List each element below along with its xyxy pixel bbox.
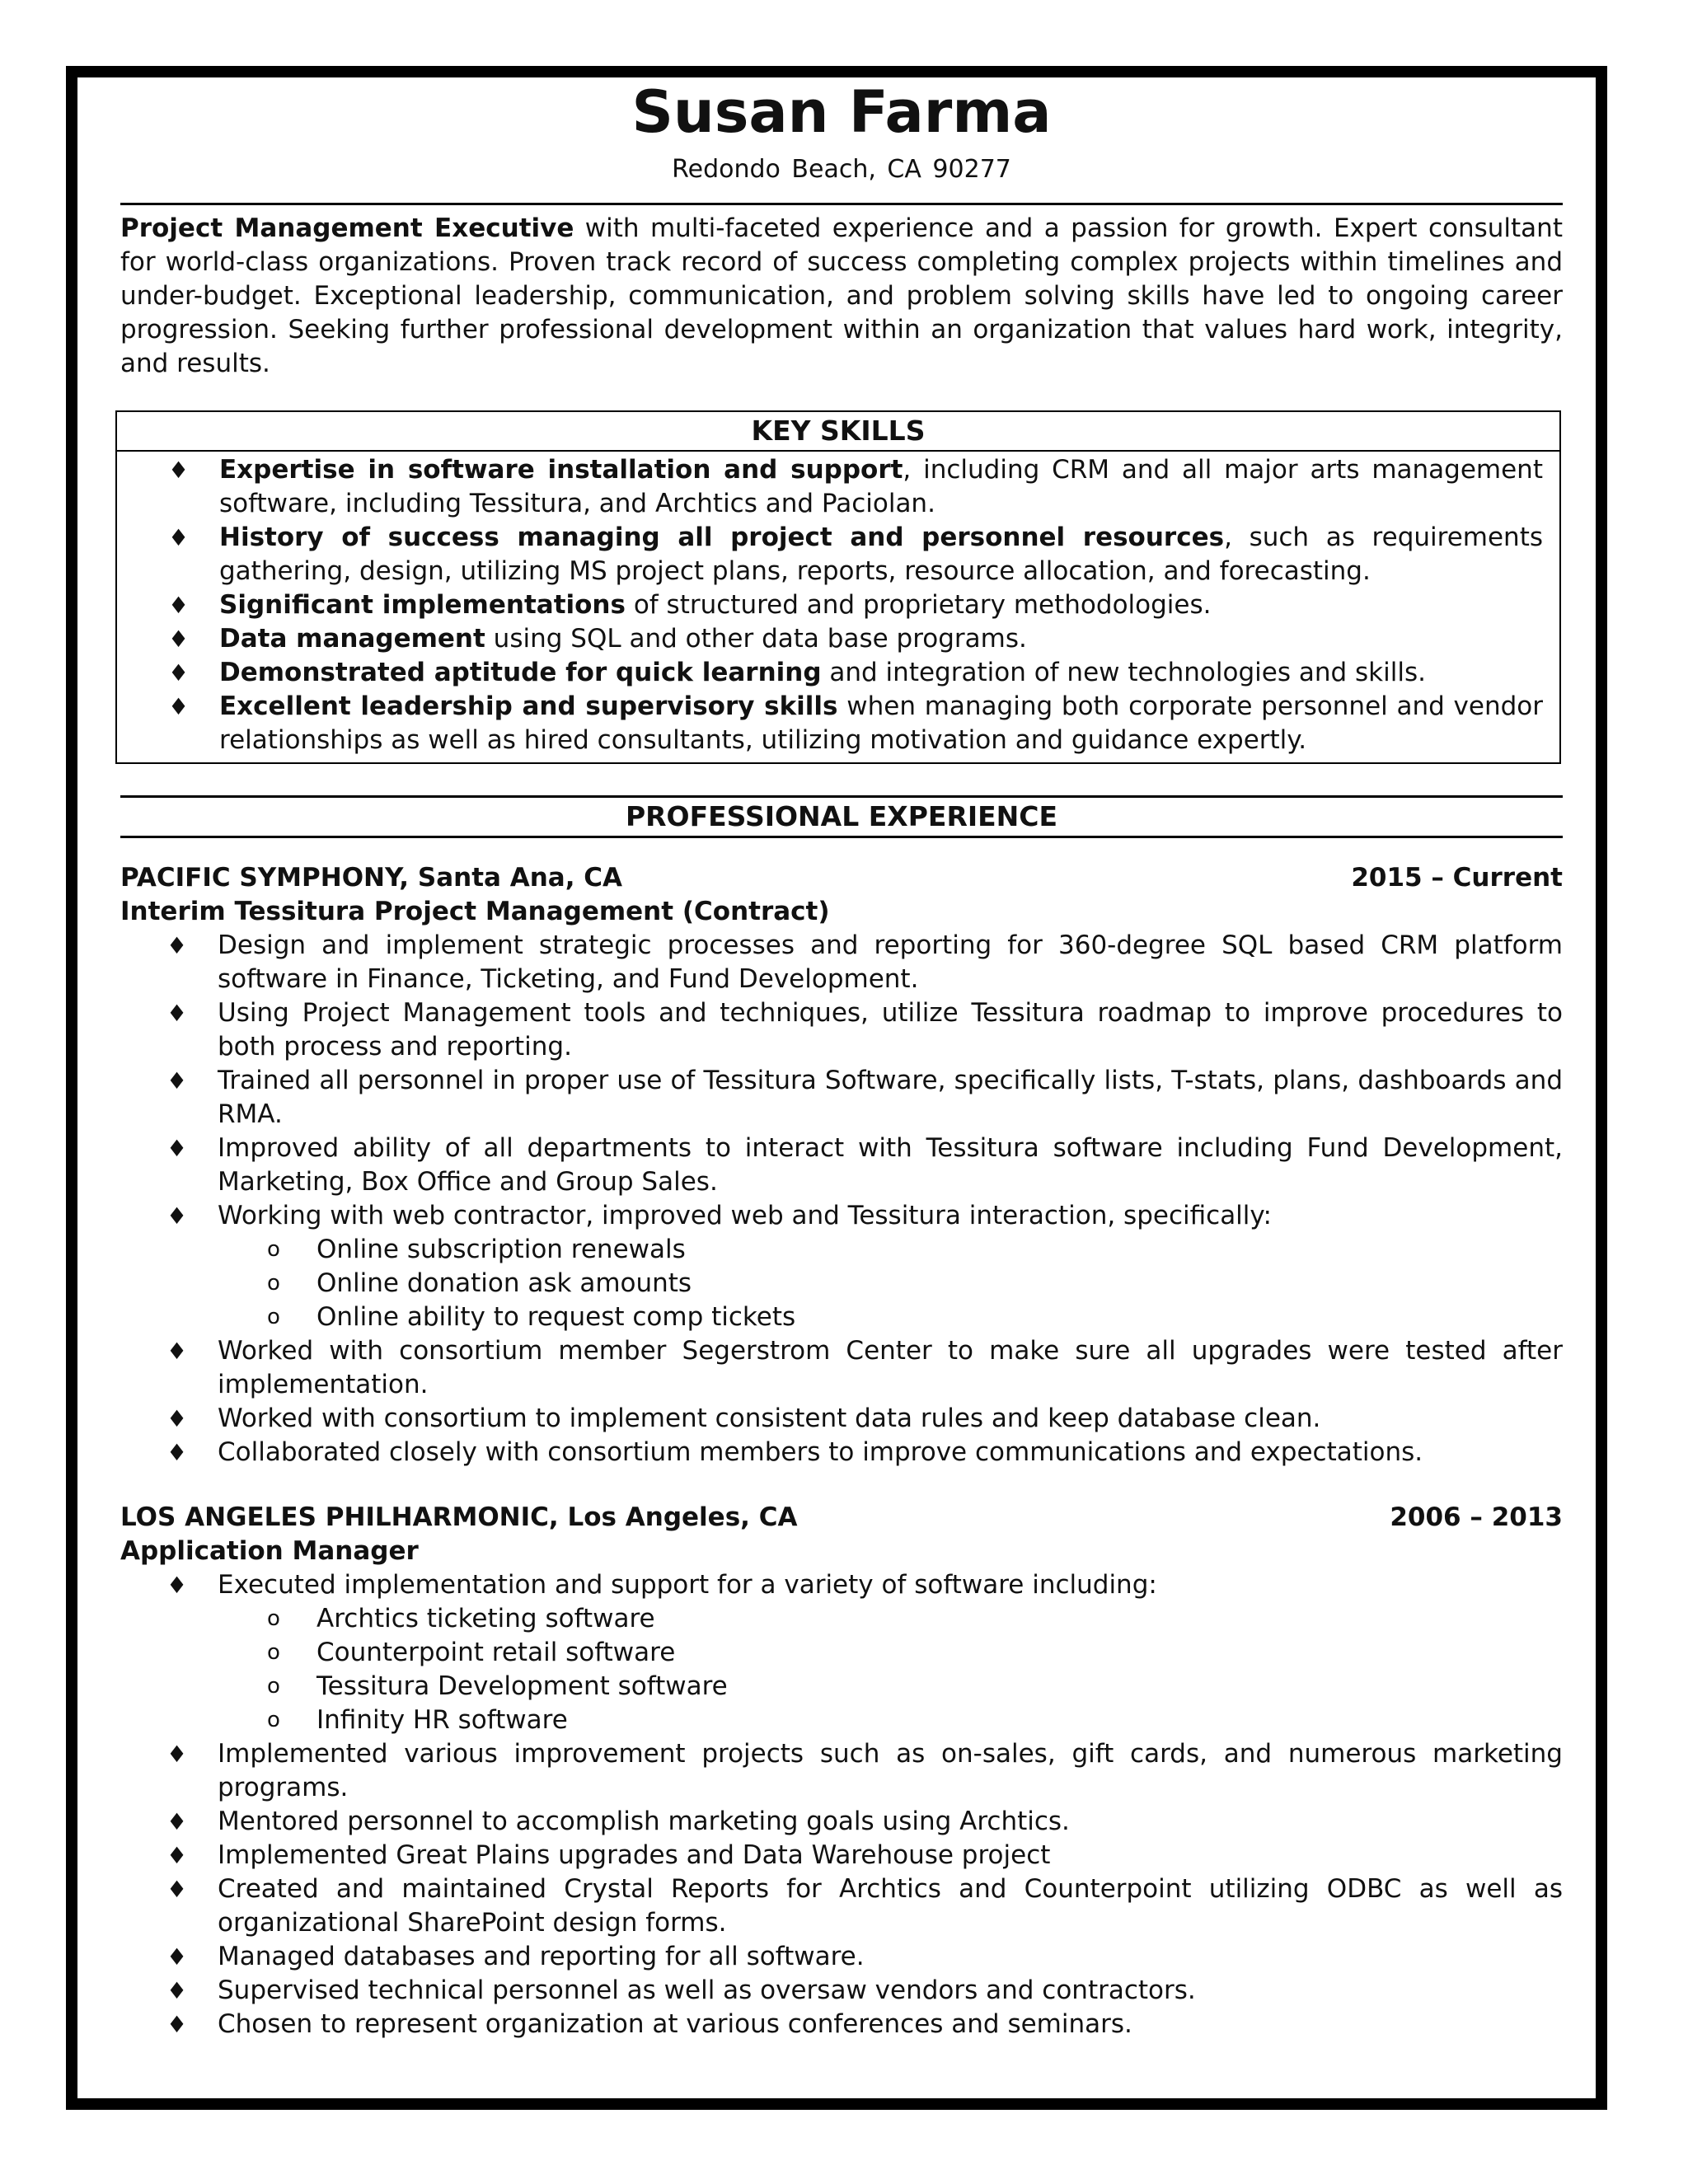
bullet-text: Supervised technical personnel as well as oversaw vendors and contractors.	[218, 1975, 1196, 2005]
job-header	[120, 861, 1563, 895]
professional-experience-heading: PROFESSIONAL EXPERIENCE	[120, 795, 1563, 838]
diamond-bullet-icon: ♦	[166, 1000, 188, 1027]
job-entry-pacific-symphony	[120, 861, 1563, 1469]
circle-bullet-icon: o	[267, 1708, 280, 1732]
sub-item-text: Counterpoint retail software	[316, 1638, 676, 1667]
job-company: LOS ANGELES PHILHARMONIC, Los Angeles, CA	[120, 1502, 798, 1532]
skill-bold: Excellent leadership and supervisory skills	[219, 691, 838, 721]
sub-list-item	[120, 1301, 1563, 1334]
summary-paragraph	[120, 212, 1563, 381]
job-subitems	[120, 1602, 1563, 1737]
circle-bullet-icon: o	[267, 1606, 280, 1631]
bullet-text: Design and implement strategic processes and reporting for 360-degree SQL based CRM platform software in Finance, Ticketing, and Fund Development.	[218, 930, 1563, 994]
key-skills-section	[115, 410, 1561, 764]
skill-text: , such as requirements gathering, design, utilizing MS project plans, reports, resource allocation, and forecasting.	[219, 523, 1543, 586]
diamond-bullet-icon: ♦	[166, 1135, 188, 1162]
skill-item	[117, 690, 1559, 757]
circle-bullet-icon: o	[267, 1237, 280, 1262]
sub-item-text: Archtics ticketing software	[316, 1604, 655, 1633]
diamond-bullet-icon: ♦	[166, 1338, 188, 1365]
bullet-text: Trained all personnel in proper use of Tessitura Software, specifically lists, T-stats, plans, dashboards and RMA.	[218, 1066, 1563, 1129]
sub-item-text: Infinity HR software	[316, 1705, 568, 1735]
bullet-text: Improved ability of all departments to interact with Tessitura software including Fund Development, Marketing, Box Office and Group Sales.	[218, 1133, 1563, 1197]
skill-text: and integration of new technologies and skills.	[821, 658, 1426, 687]
bullet-text: Working with web contractor, improved web and Tessitura interaction, specifically:	[218, 1201, 1272, 1230]
header-divider	[120, 203, 1563, 205]
candidate-address: Redondo Beach, CA 90277	[672, 155, 1011, 184]
list-item	[120, 1839, 1563, 1872]
job-header	[120, 1501, 1563, 1535]
skill-bold: History of success managing all project and personnel resources	[219, 523, 1225, 552]
job-bullets	[120, 929, 1563, 1233]
bullet-text: Collaborated closely with consortium members to improve communications and expectations.	[218, 1437, 1423, 1467]
list-item	[120, 1805, 1563, 1839]
list-item	[120, 1872, 1563, 1940]
diamond-bullet-icon: ♦	[168, 693, 190, 720]
list-item	[120, 2008, 1563, 2041]
diamond-bullet-icon: ♦	[166, 1943, 188, 1971]
bullet-text: Implemented Great Plains upgrades and Data Warehouse project	[218, 1840, 1051, 1870]
key-skills-list	[117, 452, 1559, 762]
skill-text: of structured and proprietary methodologies.	[625, 590, 1212, 620]
job-bullets-continued	[120, 1334, 1563, 1469]
diamond-bullet-icon: ♦	[168, 457, 190, 484]
sub-item-text: Online ability to request comp tickets	[316, 1302, 796, 1332]
list-item	[120, 1334, 1563, 1402]
skill-item	[117, 622, 1559, 656]
diamond-bullet-icon: ♦	[168, 524, 190, 551]
diamond-bullet-icon: ♦	[168, 659, 190, 687]
job-entry-la-philharmonic	[120, 1501, 1563, 2041]
diamond-bullet-icon: ♦	[166, 1808, 188, 1835]
diamond-bullet-icon: ♦	[166, 1842, 188, 1869]
job-title: Interim Tessitura Project Management (Contract)	[120, 897, 830, 926]
diamond-bullet-icon: ♦	[168, 626, 190, 653]
bullet-text: Chosen to represent organization at various conferences and seminars.	[218, 2009, 1132, 2039]
summary-text: with multi-faceted experience and a passion for growth. Expert consultant for world-class organizations. Proven track record of success completing complex projects within timelines and under-budget. Exceptional leadership, communication, and problem solving skills have led to ongoing career progression. Seeking further professional development within an organization that values hard work, integrity, and results.	[120, 213, 1563, 378]
sub-list-item	[120, 1233, 1563, 1267]
list-item	[120, 1974, 1563, 2008]
job-title: Application Manager	[120, 1536, 419, 1566]
diamond-bullet-icon: ♦	[168, 592, 190, 619]
bullet-text: Using Project Management tools and techniques, utilize Tessitura roadmap to improve procedures to both process and reporting.	[218, 998, 1563, 1062]
skill-bold: Demonstrated aptitude for quick learning	[219, 658, 822, 687]
list-item	[120, 1064, 1563, 1132]
skill-text: using SQL and other data base programs.	[485, 624, 1027, 654]
sub-list-item	[120, 1670, 1563, 1704]
list-item	[120, 1436, 1563, 1469]
skill-bold: Significant implementations	[219, 590, 626, 620]
list-item	[120, 996, 1563, 1064]
key-skills-heading: KEY SKILLS	[117, 412, 1559, 452]
job-dates: 2015 – Current	[1351, 863, 1563, 893]
summary-lead: Project Management Executive	[120, 213, 574, 243]
bullet-text: Managed databases and reporting for all software.	[218, 1942, 865, 1971]
diamond-bullet-icon: ♦	[166, 1876, 188, 1903]
skill-item	[117, 588, 1559, 622]
bullet-text: Implemented various improvement projects such as on-sales, gift cards, and numerous marketing programs.	[218, 1739, 1563, 1802]
skill-text: , including CRM and all major arts management software, including Tessitura, and Archtics and Paciolan.	[219, 455, 1543, 518]
diamond-bullet-icon: ♦	[166, 2011, 188, 2038]
job-subitems	[120, 1233, 1563, 1334]
bullet-text: Worked with consortium to implement consistent data rules and keep database clean.	[218, 1404, 1321, 1433]
bullet-text: Created and maintained Crystal Reports for Archtics and Counterpoint utilizing ODBC as well as organizational SharePoint design forms.	[218, 1874, 1563, 1938]
sub-list-item	[120, 1636, 1563, 1670]
circle-bullet-icon: o	[267, 1674, 280, 1699]
skill-item	[117, 656, 1559, 690]
job-bullets-continued	[120, 1737, 1563, 2041]
diamond-bullet-icon: ♦	[166, 1067, 188, 1094]
circle-bullet-icon: o	[267, 1305, 280, 1329]
bullet-text: Worked with consortium member Segerstrom Center to make sure all upgrades were tested after implementation.	[218, 1336, 1563, 1399]
sub-list-item	[120, 1602, 1563, 1636]
diamond-bullet-icon: ♦	[166, 1572, 188, 1599]
circle-bullet-icon: o	[267, 1271, 280, 1296]
diamond-bullet-icon: ♦	[166, 1741, 188, 1768]
sub-item-text: Online subscription renewals	[316, 1235, 686, 1264]
list-item	[120, 929, 1563, 996]
list-item	[120, 1940, 1563, 1974]
bullet-text: Mentored personnel to accomplish marketing goals using Archtics.	[218, 1807, 1070, 1836]
sub-list-item	[120, 1704, 1563, 1737]
job-bullets	[120, 1568, 1563, 1602]
diamond-bullet-icon: ♦	[166, 1202, 188, 1230]
diamond-bullet-icon: ♦	[166, 1439, 188, 1466]
sub-item-text: Online donation ask amounts	[316, 1268, 692, 1298]
diamond-bullet-icon: ♦	[166, 932, 188, 959]
sub-item-text: Tessitura Development software	[316, 1671, 728, 1701]
bullet-text: Executed implementation and support for a variety of software including:	[218, 1570, 1157, 1600]
resume-document	[120, 74, 1563, 2041]
diamond-bullet-icon: ♦	[166, 1977, 188, 2004]
list-item	[120, 1737, 1563, 1805]
skill-text: when managing both corporate personnel and vendor relationships as well as hired consultants, utilizing motivation and guidance expertly.	[219, 691, 1543, 755]
job-company: PACIFIC SYMPHONY, Santa Ana, CA	[120, 863, 623, 893]
skill-bold: Data management	[219, 624, 485, 654]
job-dates: 2006 – 2013	[1390, 1502, 1563, 1532]
sub-list-item	[120, 1267, 1563, 1301]
skill-item	[117, 453, 1559, 521]
skill-item	[117, 521, 1559, 588]
circle-bullet-icon: o	[267, 1640, 280, 1665]
candidate-name: Susan Farma	[631, 78, 1052, 146]
list-item	[120, 1568, 1563, 1602]
list-item	[120, 1132, 1563, 1199]
skill-bold: Expertise in software installation and support	[219, 455, 903, 485]
diamond-bullet-icon: ♦	[166, 1405, 188, 1432]
list-item	[120, 1199, 1563, 1233]
list-item	[120, 1402, 1563, 1436]
